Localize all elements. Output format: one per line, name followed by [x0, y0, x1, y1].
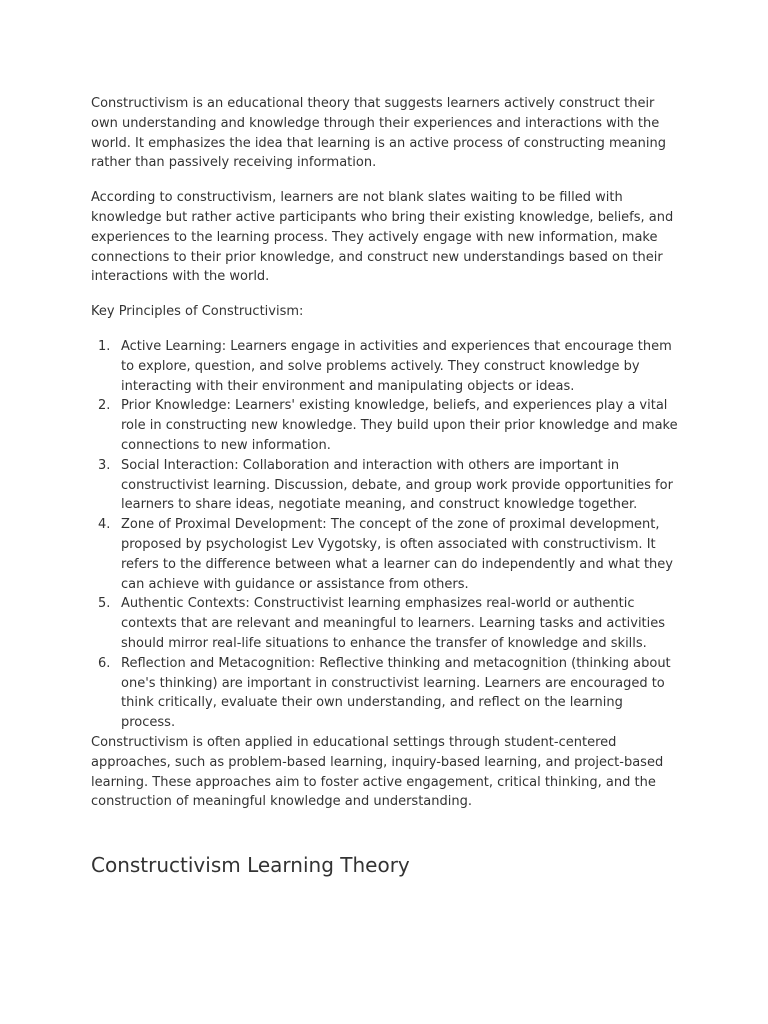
- intro-paragraph: Constructivism is an educational theory that suggests learners actively construct their own understanding and knowledge through their experiences and interactions with the world. It emphasizes the idea that learning is an active process of constructing meaning rather than passively receiving information.: [91, 96, 666, 171]
- list-item-number: 2.: [98, 398, 111, 414]
- list-item: [98, 515, 681, 594]
- closing-paragraph: Constructivism is often applied in educational settings through student-centered approaches, such as problem-based learning, inquiry-based learning, and project-based learning. These approaches aim to foster active engagement, critical thinking, and the construction of meaningful knowledge and understanding.: [91, 734, 664, 810]
- list-item-text: Zone of Proximal Development: The concept of the zone of proximal development, proposed by psychologist Lev Vygotsky, is often associated with constructivism. It refers to the difference between what a learner can do independently and what they can achieve with guidance or assistance from others.: [121, 517, 673, 592]
- constructivism-paragraph: According to constructivism, learners are not blank slates waiting to be filled with knowledge but rather active participants who bring their existing knowledge, beliefs, and experiences to the learning process. They actively engage with new information, make connections to their prior knowledge, and construct new understandings based on their interactions with the world.: [91, 190, 674, 285]
- document-body: [91, 94, 681, 812]
- list-item-text: Prior Knowledge: Learners' existing knowledge, beliefs, and experiences play a vital role in constructing new knowledge. They build upon their prior knowledge and make connections to new information.: [121, 398, 678, 453]
- list-item-text: Authentic Contexts: Constructivist learning emphasizes real-world or authentic contexts that are relevant and meaningful to learners. Learning tasks and activities should mirror real-life situations to enhance the transfer of knowledge and skills.: [121, 596, 666, 651]
- list-item-text: Active Learning: Learners engage in activities and experiences that encourage them to explore, question, and solve problems actively. They construct knowledge by interacting with their environment and manipulating objects or ideas.: [121, 338, 672, 394]
- principles-list: [91, 337, 681, 733]
- principles-label: Key Principles of Constructivism:: [91, 304, 304, 320]
- list-item-text: Social Interaction: Collaboration and interaction with others are important in constructivist learning. Discussion, debate, and group work provide opportunities for learners to share ideas, negotiate meaning, and construct knowledge together.: [121, 457, 673, 513]
- list-item: [98, 337, 681, 396]
- list-item: [98, 456, 681, 515]
- list-item-text: Reflection and Metacognition: Reflective thinking and metacognition (thinking about one's thinking) are important in constructivist learning. Learners are encouraged to think critically, evaluate their own understanding, and reflect on the learning process.: [121, 655, 671, 731]
- list-item-number: 5.: [98, 596, 111, 612]
- section-heading: Constructivism Learning Theory: [91, 853, 410, 877]
- list-item: [98, 396, 681, 455]
- list-item: [98, 594, 681, 653]
- list-item-number: 1.: [98, 338, 111, 354]
- list-item-number: 6.: [98, 655, 111, 671]
- list-item: [98, 654, 681, 733]
- list-item-number: 4.: [98, 517, 111, 533]
- list-item-number: 3.: [98, 457, 111, 473]
